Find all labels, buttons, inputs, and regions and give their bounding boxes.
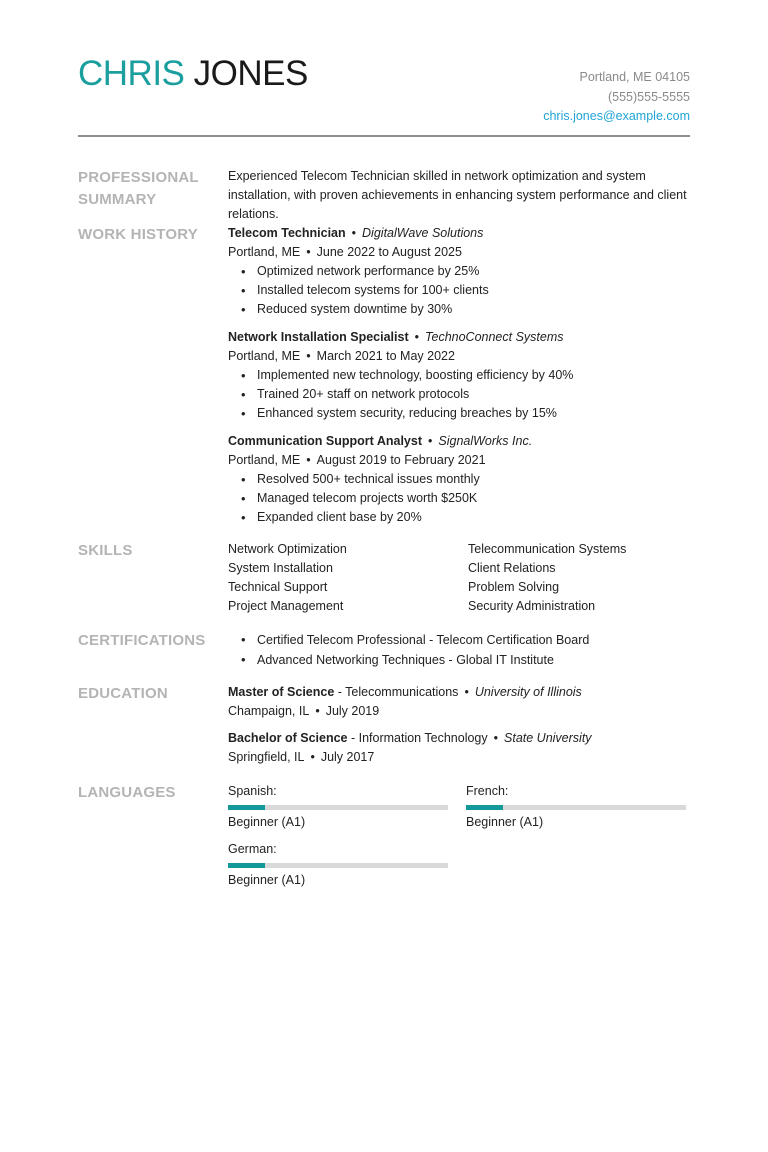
- work-body: [228, 224, 690, 536]
- edu-date: July 2019: [325, 704, 380, 718]
- language-name: French:: [466, 784, 509, 798]
- first-name: CHRIS: [78, 54, 185, 93]
- language-level: Beginner (A1): [228, 873, 306, 887]
- skill-item: Problem Solving: [468, 580, 560, 594]
- skill-item: Network Optimization: [228, 542, 347, 556]
- job-entry: [228, 432, 690, 527]
- bullet: • Resolved 500+ technical issues monthly: [257, 470, 690, 489]
- language-level: Beginner (A1): [228, 815, 306, 829]
- job-title: Telecom Technician: [228, 226, 346, 240]
- language-name: German:: [228, 842, 277, 856]
- job-bullets: [228, 470, 690, 527]
- bullet: • Enhanced system security, reducing breaches by 15%: [257, 404, 690, 423]
- separator: •: [310, 750, 315, 764]
- separator: •: [493, 731, 499, 745]
- section-label: [78, 167, 218, 211]
- bullet: • Installed telecom systems for 100+ clients: [257, 281, 690, 300]
- job-location: Portland, ME: [228, 245, 301, 259]
- language-item: [228, 840, 466, 890]
- job-entry: [228, 328, 690, 423]
- bullet: • Expanded client base by 20%: [257, 508, 690, 527]
- section-label: LANGUAGES: [78, 784, 176, 801]
- resume-header: [78, 52, 690, 136]
- proficiency-fill: [228, 863, 265, 868]
- separator: •: [351, 226, 357, 240]
- contact-info: [543, 68, 690, 127]
- skill-item: Project Management: [228, 599, 344, 613]
- skill-item: System Installation: [228, 561, 333, 575]
- candidate-name: [78, 54, 308, 94]
- skill-item: Client Relations: [468, 561, 556, 575]
- bullet: • Reduced system downtime by 30%: [257, 300, 690, 319]
- job-dates: June 2022 to August 2025: [316, 245, 462, 259]
- job-bullets: [228, 262, 690, 319]
- skill-item: Technical Support: [228, 580, 328, 594]
- email-link[interactable]: chris.jones@example.com: [543, 109, 690, 123]
- degree: Master of Science: [228, 685, 335, 699]
- skills-grid: [228, 540, 690, 616]
- separator: •: [414, 330, 419, 344]
- language-name: Spanish:: [228, 784, 277, 798]
- certification-item: • Advanced Networking Techniques - Global IT Institute: [257, 650, 690, 670]
- skill-item: Security Administration: [468, 599, 596, 613]
- job-location: Portland, ME: [228, 453, 301, 467]
- languages-grid: [228, 782, 690, 890]
- language-level: Beginner (A1): [466, 815, 544, 829]
- education-entry: [228, 683, 690, 721]
- job-location: Portland, ME: [228, 349, 301, 363]
- summary-text: Experienced Telecom Technician skilled in network optimization and system installation, with proven achievements in enhancing system performance and client relations.: [228, 169, 687, 221]
- label-line: PROFESSIONAL: [78, 169, 199, 186]
- separator: •: [306, 245, 311, 259]
- proficiency-bar: [228, 805, 448, 810]
- degree: Bachelor of Science: [228, 731, 348, 745]
- header-divider: [78, 135, 690, 137]
- school: University of Illinois: [474, 685, 582, 699]
- language-item: [228, 782, 466, 832]
- proficiency-fill: [466, 805, 503, 810]
- job-dates: March 2021 to May 2022: [316, 349, 455, 363]
- job-title: Communication Support Analyst: [228, 434, 422, 448]
- bullet: • Trained 20+ staff on network protocols: [257, 385, 690, 404]
- field: - Telecommunications: [334, 685, 459, 699]
- separator: •: [306, 349, 311, 363]
- label-line: SUMMARY: [78, 191, 157, 208]
- section-label: WORK HISTORY: [78, 226, 198, 243]
- phone: (555)555-5555: [607, 89, 690, 104]
- company: TechnoConnect Systems: [425, 330, 564, 344]
- certifications-list: [228, 630, 690, 670]
- bullet: • Implemented new technology, boosting efficiency by 40%: [257, 366, 690, 385]
- separator: •: [428, 434, 433, 448]
- edu-date: July 2017: [320, 750, 375, 764]
- separator: •: [315, 704, 320, 718]
- company: DigitalWave Solutions: [362, 226, 484, 240]
- skill-item: Telecommunication Systems: [468, 542, 627, 556]
- bullet: • Managed telecom projects worth $250K: [257, 489, 690, 508]
- certification-item: • Certified Telecom Professional - Telecom Certification Board: [257, 630, 690, 650]
- edu-location: Champaign, IL: [228, 704, 310, 718]
- section-label: SKILLS: [78, 542, 133, 559]
- job-dates: August 2019 to February 2021: [316, 453, 486, 467]
- education-entry: [228, 729, 690, 767]
- company: SignalWorks Inc.: [438, 434, 533, 448]
- separator: •: [306, 453, 311, 467]
- job-title: Network Installation Specialist: [228, 330, 409, 344]
- section-label: CERTIFICATIONS: [78, 632, 206, 649]
- field: - Information Technology: [347, 731, 488, 745]
- language-item: [466, 782, 690, 832]
- proficiency-fill: [228, 805, 265, 810]
- proficiency-bar: [466, 805, 686, 810]
- education-body: [228, 683, 690, 775]
- last-name: JONES: [193, 54, 308, 93]
- job-entry: [228, 224, 690, 319]
- bullet: • Optimized network performance by 25%: [257, 262, 690, 281]
- section-label: EDUCATION: [78, 685, 168, 702]
- edu-location: Springfield, IL: [228, 750, 305, 764]
- school: State University: [504, 731, 592, 745]
- proficiency-bar: [228, 863, 448, 868]
- job-bullets: [228, 366, 690, 423]
- certifications-body: [228, 630, 690, 670]
- address: Portland, ME 04105: [579, 70, 690, 84]
- separator: •: [464, 685, 469, 699]
